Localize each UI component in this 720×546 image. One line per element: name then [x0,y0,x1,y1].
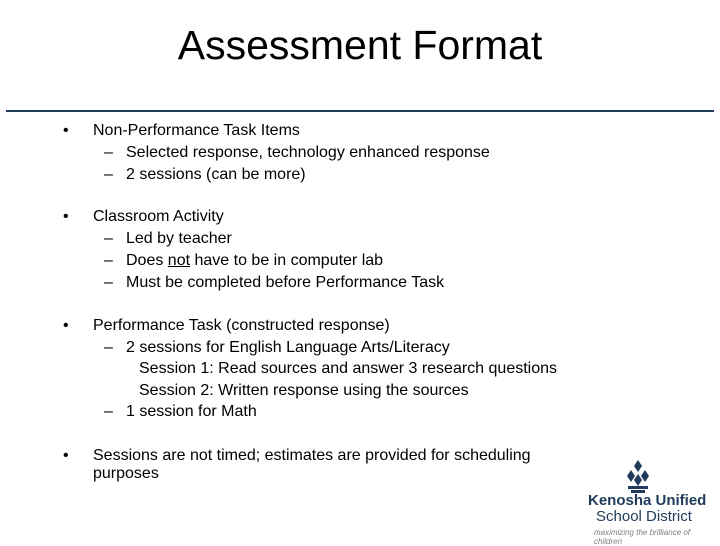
district-logo [588,456,716,546]
dash-icon: – [104,166,113,183]
dash-icon: – [104,252,113,269]
slide-title: Assessment Format [177,22,543,68]
bullet-item-4-line2: purposes [93,465,159,482]
dash-icon: – [104,274,113,291]
dash-icon: – [104,403,113,420]
sub-item-2-1: Led by teacher [126,230,232,247]
session-line-1: Session 1: Read sources and answer 3 research questions [139,360,558,377]
bullet-item-3: Performance Task (constructed response) [93,317,390,334]
bullet-icon: • [63,122,69,139]
dash-icon: – [104,144,113,161]
underlined-not: not [167,252,191,269]
logo-text-line2: School District [596,508,692,525]
logo-text-line1: Kenosha Unified [588,492,707,509]
sub-item-2-3: Must be completed before Performance Task [126,274,445,291]
sub-item-3-2: 1 session for Math [126,403,257,420]
kusd-emblem-icon [588,456,716,496]
sub-item-3-1: 2 sessions for English Language Arts/Literacy [126,339,450,356]
sub-item-1-2: 2 sessions (can be more) [126,166,306,183]
bullet-icon: • [63,208,69,225]
dash-icon: – [104,230,113,247]
sub-item-1-1: Selected response, technology enhanced response [126,144,490,161]
title-divider [6,110,714,112]
bullet-item-4-line1: Sessions are not timed; estimates are provided for scheduling [93,447,531,464]
bullet-icon: • [63,447,69,464]
bullet-icon: • [63,317,69,334]
session-line-2: Session 2: Written response using the sources [139,382,469,399]
bullet-item-2: Classroom Activity [93,208,224,225]
logo-tagline: maximizing the brilliance of children [594,528,691,546]
dash-icon: – [104,339,113,356]
bullet-item-1: Non-Performance Task Items [93,122,300,139]
sub-item-2-2: Does not have to be in computer lab [126,252,384,269]
